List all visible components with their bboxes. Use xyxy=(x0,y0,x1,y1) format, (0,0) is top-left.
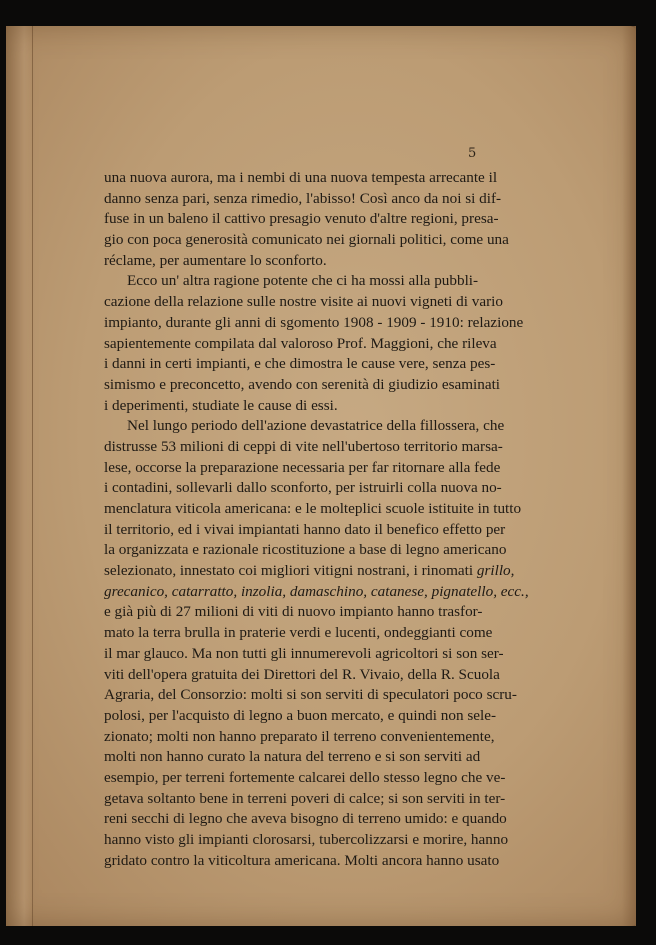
text-line: gio con poca generosità comunicato nei giornali politici, come una xyxy=(104,231,509,249)
text-line: danno senza pari, senza rimedio, l'abisso! Così anco da noi si dif- xyxy=(104,189,502,207)
italic-varieties: grecanico, catarratto, inzolia, damaschino, catanese, pignatello, ecc., xyxy=(104,582,529,600)
page-number: 5 xyxy=(468,146,477,161)
text-line: i contadini, sollevarli dallo sconforto, per istruirli colla nuova no- xyxy=(104,479,502,497)
text-line: menclatura viticola americana: e le molteplici scuole istituite in tutto xyxy=(104,500,522,517)
text-line: reni secchi di legno che aveva bisogno di terreno umido: e quando xyxy=(104,810,507,828)
text-line: e già più di 27 milioni di viti di nuovo impianto hanno trasfor- xyxy=(104,603,483,621)
text-line: hanno visto gli impianti clorosarsi, tubercolizzarsi e morire, hanno xyxy=(104,831,509,848)
text-line: fuse in un baleno il cattivo presagio venuto d'altre regioni, presa- xyxy=(104,210,499,228)
body-text xyxy=(104,168,529,871)
text-segment: selezionato, innestato coi migliori vitigni nostrani, i rinomati xyxy=(104,562,477,580)
text-line: réclame, per aumentare lo sconforto. xyxy=(104,251,327,269)
text-line: polosi, per l'acquisto di legno a buon mercato, e quindi non sele- xyxy=(104,706,497,724)
text-line: Nel lungo periodo dell'azione devastatrice della fillossera, che xyxy=(127,417,505,435)
text-line: una nuova aurora, ma i nembi di una nuova tempesta arrecante il xyxy=(104,169,498,186)
text-line: impianto, durante gli anni di sgomento 1908 - 1909 - 1910: relazione xyxy=(104,313,524,331)
italic-term-grillo: grillo, xyxy=(476,562,515,580)
text-line: la organizzata e razionale ricostituzione a base di legno americano xyxy=(104,541,507,559)
page-right-edge xyxy=(622,26,636,926)
text-line: il mar glauco. Ma non tutti gli innumerevoli agricoltori si son ser- xyxy=(104,644,504,662)
text-line: viti dell'opera gratuita dei Direttori del R. Vivaio, della R. Scuola xyxy=(104,665,500,683)
text-line: simismo e preconcetto, avendo con serenità di giudizio esaminati xyxy=(104,375,501,393)
text-line: il territorio, ed i vivai impiantati hanno dato il benefico effetto per xyxy=(104,520,506,538)
text-line-italic xyxy=(104,582,529,603)
text-line: distrusse 53 milioni di ceppi di vite nell'ubertoso territorio marsa- xyxy=(104,437,503,455)
text-line: molti non hanno curato la natura del terreno e si son serviti ad xyxy=(104,748,481,766)
text-line: lese, occorse la preparazione necessaria per far ritornare alla fede xyxy=(104,458,501,476)
text-line: i deperimenti, studiate le cause di essi. xyxy=(104,396,338,414)
text-line: esempio, per terreni fortemente calcarei dello stesso legno che ve- xyxy=(104,768,506,786)
text-line: getava soltanto bene in terreni poveri di calce; si son serviti in ter- xyxy=(104,789,506,807)
text-line: cazione della relazione sulle nostre visite ai nuovi vigneti di vario xyxy=(104,293,503,311)
page-binding-edge xyxy=(6,26,33,926)
book-page xyxy=(6,26,636,926)
text-line-with-italic xyxy=(104,561,515,582)
text-line: Agraria, del Consorzio: molti si son serviti di speculatori poco scru- xyxy=(104,686,517,704)
text-line: sapientemente compilata dal valoroso Prof. Maggioni, che rileva xyxy=(104,334,497,352)
text-line: zionato; molti non hanno preparato il terreno convenientemente, xyxy=(104,727,495,745)
text-line: mato la terra brulla in praterie verdi e lucenti, ondeggianti come xyxy=(104,624,493,642)
text-line: i danni in certi impianti, e che dimostra le cause vere, senza pes- xyxy=(104,355,496,373)
text-line: gridato contro la viticoltura americana. Molti ancora hanno usato xyxy=(104,851,500,869)
text-line: Ecco un' altra ragione potente che ci ha mossi alla pubbli- xyxy=(127,272,479,290)
